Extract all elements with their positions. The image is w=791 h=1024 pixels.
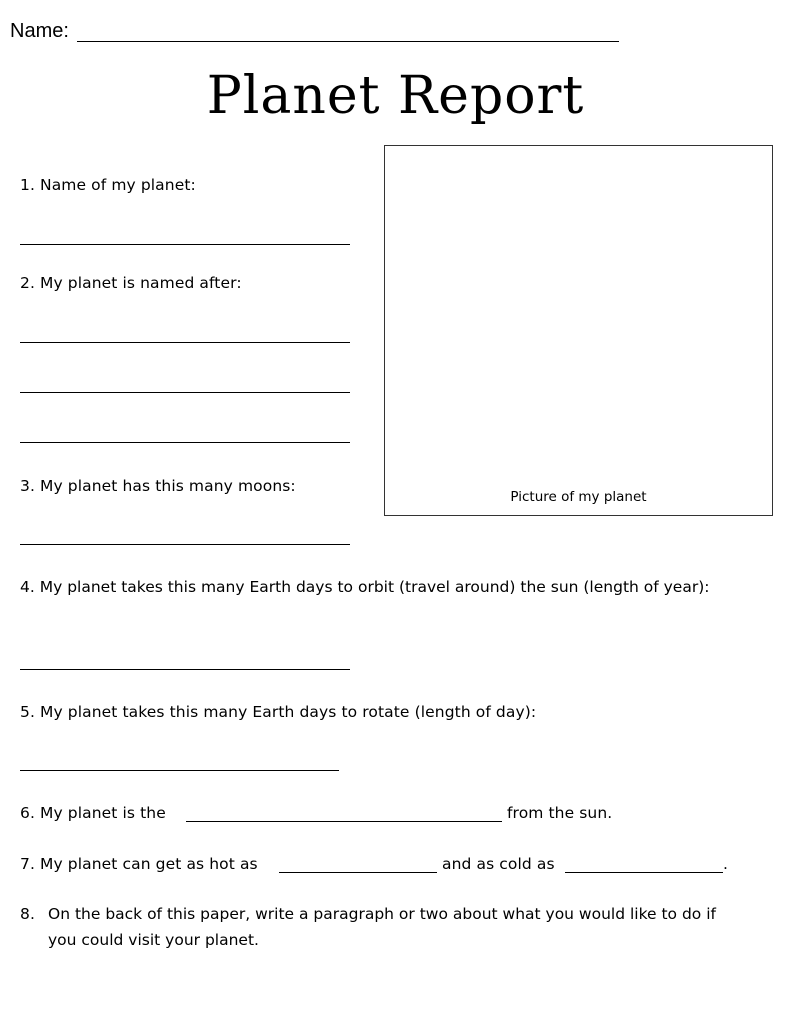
answer-line-4[interactable] xyxy=(20,669,350,670)
answer-line-1[interactable] xyxy=(20,244,350,245)
question-7-start: 7. My planet can get as hot as xyxy=(20,855,258,873)
name-field-line[interactable] xyxy=(77,41,619,42)
question-8-text: On the back of this paper, write a paragraph or two about what you would like to do if you could visit your planet. xyxy=(48,905,716,949)
name-label: Name: xyxy=(10,20,69,42)
picture-caption: Picture of my planet xyxy=(510,489,647,505)
question-5: 5. My planet takes this many Earth days to rotate (length of day): xyxy=(20,703,537,721)
question-6-end: from the sun. xyxy=(507,804,613,822)
answer-line-2b[interactable] xyxy=(20,392,350,393)
answer-line-7-cold[interactable] xyxy=(565,872,723,873)
answer-line-3[interactable] xyxy=(20,544,350,545)
planet-picture-box[interactable] xyxy=(384,145,773,516)
answer-line-7-hot[interactable] xyxy=(279,872,437,873)
question-1: 1. Name of my planet: xyxy=(20,176,196,194)
answer-line-2c[interactable] xyxy=(20,442,350,443)
answer-line-2a[interactable] xyxy=(20,342,350,343)
page-title: Planet Report xyxy=(206,66,585,126)
question-2: 2. My planet is named after: xyxy=(20,274,242,292)
question-4: 4. My planet takes this many Earth days to orbit (travel around) the sun (length of year): xyxy=(20,578,710,596)
question-7-middle: and as cold as xyxy=(442,855,555,873)
question-3: 3. My planet has this many moons: xyxy=(20,477,296,495)
question-8-number: 8. xyxy=(20,905,35,923)
answer-line-6[interactable] xyxy=(186,821,502,822)
question-7-end: . xyxy=(723,855,729,873)
answer-line-5[interactable] xyxy=(20,770,339,771)
question-6-start: 6. My planet is the xyxy=(20,804,166,822)
